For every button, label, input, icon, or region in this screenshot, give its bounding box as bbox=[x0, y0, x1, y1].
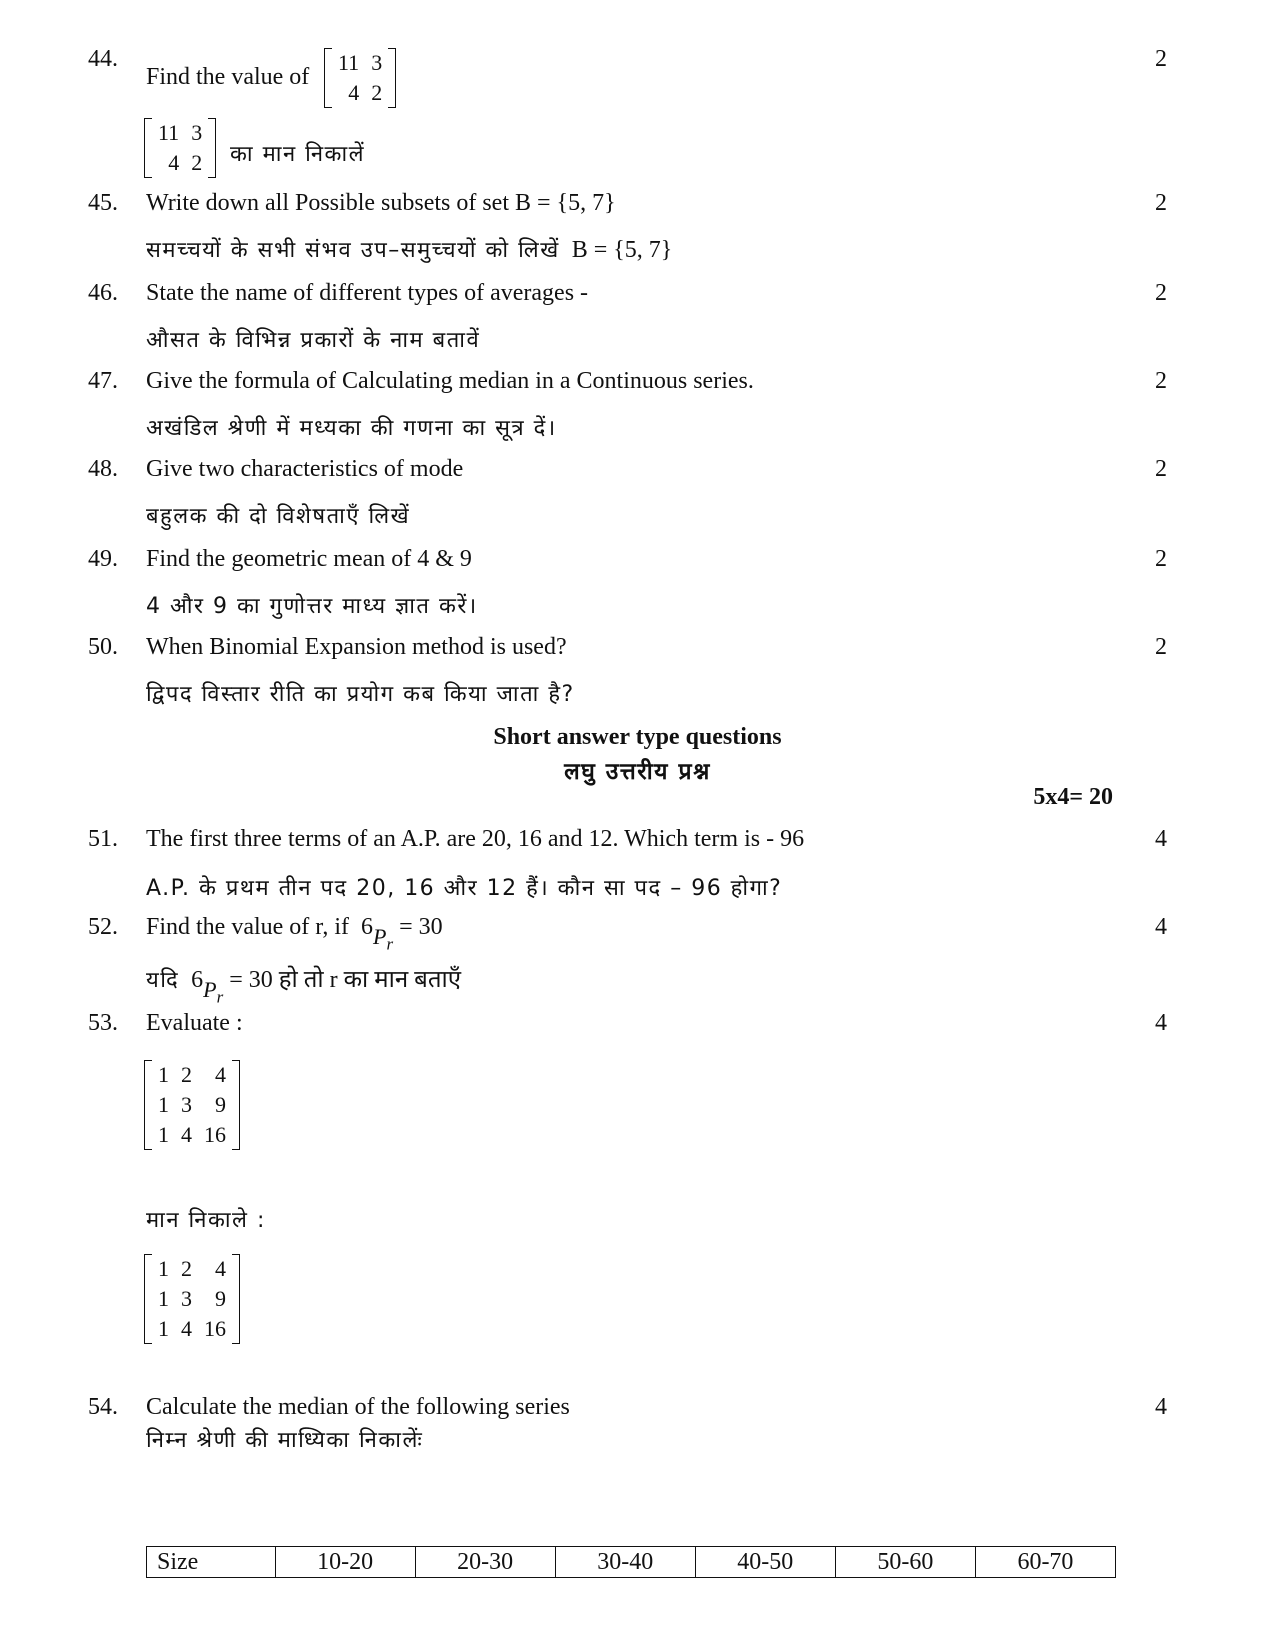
question-number: 53. bbox=[88, 1010, 118, 1036]
marks: 2 bbox=[1155, 456, 1167, 482]
question-text-hindi: A.P. के प्रथम तीन पद 20, 16 और 12 हैं। कौन सा पद – 96 होगा? bbox=[146, 876, 783, 901]
question-text: Find the geometric mean of 4 & 9 bbox=[146, 546, 472, 572]
question-text-hindi: द्विपद विस्तार रीति का प्रयोग कब किया जाता है? bbox=[146, 682, 575, 707]
table-cell: 30-40 bbox=[555, 1547, 695, 1578]
question-number: 52. bbox=[88, 914, 118, 940]
section-title: Short answer type questions bbox=[493, 724, 782, 750]
question-text: State the name of different types of averages - bbox=[146, 280, 589, 306]
marks: 4 bbox=[1155, 914, 1167, 940]
table-header-cell: Size bbox=[147, 1547, 276, 1578]
question-text: Evaluate : bbox=[146, 1010, 243, 1036]
question-number: 48. bbox=[88, 456, 118, 482]
question-text: Calculate the median of the following series bbox=[146, 1394, 570, 1420]
question-text-hindi: औसत के विभिन्न प्रकारों के नाम बतावें bbox=[146, 328, 481, 353]
question-text: Give the formula of Calculating median in a Continuous series. bbox=[146, 368, 754, 394]
question-number: 50. bbox=[88, 634, 118, 660]
question-text: Write down all Possible subsets of set B = {5, 7} bbox=[146, 190, 616, 216]
question-text-hindi: अखंडिल श्रेणी में मध्यका की गणना का सूत्र दें। bbox=[146, 416, 557, 441]
matrix: 1 2 4 1 3 9 1 4 16 bbox=[144, 1254, 240, 1344]
question-text-hindi: बहुलक की दो विशेषताएँ लिखें bbox=[146, 504, 411, 529]
table-cell: 20-30 bbox=[415, 1547, 555, 1578]
question-text: Find the value of r, if $6P_r = 30$ bbox=[146, 914, 443, 954]
table-cell: 50-60 bbox=[835, 1547, 975, 1578]
section-title-hindi: लघु उत्तरीय प्रश्न bbox=[564, 759, 711, 785]
marks: 2 bbox=[1155, 634, 1167, 660]
marks: 2 bbox=[1155, 280, 1167, 306]
question-number: 54. bbox=[88, 1394, 118, 1420]
table-row bbox=[147, 1547, 1116, 1578]
matrix: 1 2 4 1 3 9 1 4 16 bbox=[144, 1060, 240, 1150]
marks: 4 bbox=[1155, 1010, 1167, 1036]
question-number: 47. bbox=[88, 368, 118, 394]
section-marks-total: 5x4= 20 bbox=[1033, 784, 1113, 810]
data-table bbox=[146, 1546, 1116, 1578]
table-cell: 10-20 bbox=[275, 1547, 415, 1578]
matrix: 11 3 4 2 bbox=[144, 118, 216, 178]
question-number: 46. bbox=[88, 280, 118, 306]
question-number: 45. bbox=[88, 190, 118, 216]
matrix: 11 3 4 2 bbox=[324, 48, 396, 108]
question-text: Find the value of bbox=[146, 64, 310, 90]
question-text-hindi: 4 और 9 का गुणोत्तर माध्य ज्ञात करें। bbox=[146, 594, 478, 619]
marks: 2 bbox=[1155, 546, 1167, 572]
question-text-hindi: निम्न श्रेणी की माध्यिका निकालेंः bbox=[146, 1428, 424, 1453]
marks: 4 bbox=[1155, 1394, 1167, 1420]
marks: 2 bbox=[1155, 190, 1167, 216]
question-text: The first three terms of an A.P. are 20, 16 and 12. Which term is - 96 bbox=[146, 826, 805, 852]
table-cell: 40-50 bbox=[695, 1547, 835, 1578]
question-text-hindi: का मान निकालें bbox=[230, 142, 366, 167]
marks: 2 bbox=[1155, 368, 1167, 394]
marks: 4 bbox=[1155, 826, 1167, 852]
question-text: When Binomial Expansion method is used? bbox=[146, 634, 567, 660]
question-number: 49. bbox=[88, 546, 118, 572]
question-text-hindi: मान निकाले : bbox=[146, 1208, 266, 1233]
question-text-hindi: यदि $6P_r = 30$ हो तो r का मान बताएँ bbox=[146, 967, 462, 1007]
question-number: 44. bbox=[88, 46, 118, 72]
question-number: 51. bbox=[88, 826, 118, 852]
marks: 2 bbox=[1155, 46, 1167, 72]
question-text-hindi: समच्चयों के सभी संभव उप–समुच्चयों को लिखें B = {5, 7} bbox=[146, 237, 673, 263]
question-text: Give two characteristics of mode bbox=[146, 456, 464, 482]
table-cell: 60-70 bbox=[975, 1547, 1115, 1578]
